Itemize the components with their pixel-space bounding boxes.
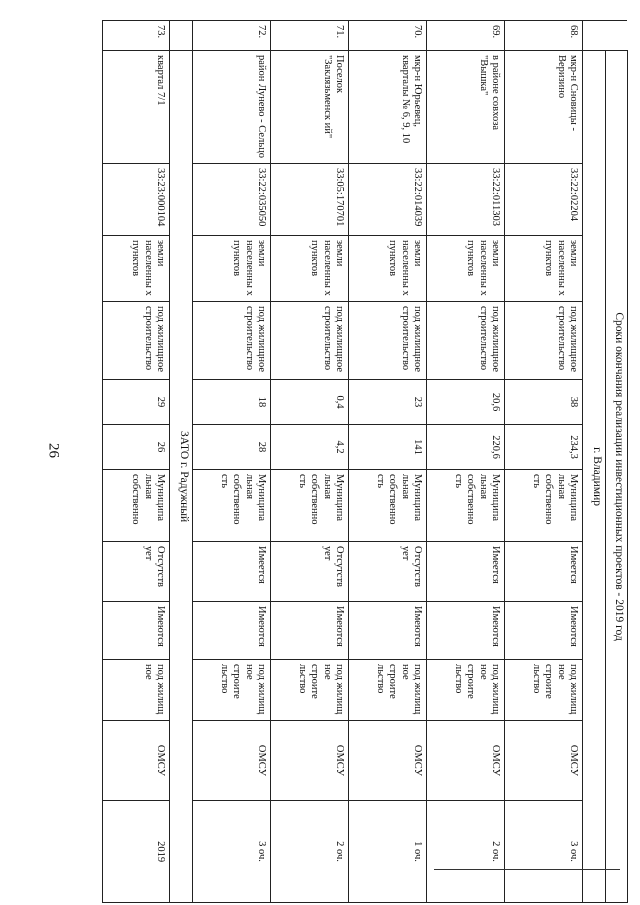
utilities-cell: Имеются — [271, 602, 349, 660]
section-header-row — [606, 21, 628, 903]
land-category-cell: земли населенны х пунктов — [103, 236, 170, 302]
cadastral-number-cell: 33:05:170701 — [271, 164, 349, 236]
land-category-cell: земли населенны х пунктов — [193, 236, 271, 302]
responsible-party-cell: ОМСУ — [349, 721, 427, 801]
row-number-cell: 72. — [193, 21, 271, 51]
location-cell: мкр-н Юрьевец, кварталы № 6, 9, 10 — [349, 51, 427, 164]
infrastructure-cell: Имеется — [427, 542, 505, 602]
group-gutter — [170, 21, 193, 51]
infrastructure-cell: Отсутств ует — [103, 542, 170, 602]
ownership-cell: Муниципа льная собственно сть — [193, 470, 271, 542]
responsible-party-cell: ОМСУ — [193, 721, 271, 801]
row-number-cell: 73. — [103, 21, 170, 51]
responsible-party-cell: ОМСУ — [427, 721, 505, 801]
land-category-cell: земли населенны х пунктов — [349, 236, 427, 302]
area-cell: 0,4 — [271, 380, 349, 425]
table-row — [349, 21, 427, 903]
location-cell: в районе совхоза "Вышка" — [427, 51, 505, 164]
row-number-cell: 68. — [505, 21, 583, 51]
utilities-cell: Имеются — [349, 602, 427, 660]
location-cell: мкр-н Сновицы - Веризино — [505, 51, 583, 164]
group-header-row — [170, 21, 193, 903]
cadastral-number-cell: 33:22:035050 — [193, 164, 271, 236]
ownership-cell: Муниципа льная собственно сть — [427, 470, 505, 542]
group-header-row — [583, 21, 606, 903]
purpose-cell: под жилищ ное — [103, 660, 170, 721]
responsible-party-cell: ОМСУ — [271, 721, 349, 801]
row-number-cell: 71. — [271, 21, 349, 51]
page-number: 26 — [45, 443, 62, 458]
utilities-cell: Имеются — [103, 602, 170, 660]
purpose-cell: под жилищ ное строите льство — [349, 660, 427, 721]
location-cell: квартал 7/1 — [103, 51, 170, 164]
permitted-use-cell: под жилищное строительство — [103, 302, 170, 380]
group-gutter — [583, 21, 606, 51]
row-number-cell: 70. — [349, 21, 427, 51]
row-number-cell: 69. — [427, 21, 505, 51]
utilities-cell: Имеются — [505, 602, 583, 660]
group-header: ЗАТО г. Радужный — [170, 51, 193, 903]
purpose-cell: под жилищ ное строите льство — [271, 660, 349, 721]
value-cell: 4,2 — [271, 425, 349, 470]
purpose-cell: под жилищ ное строите льство — [193, 660, 271, 721]
area-cell: 20,6 — [427, 380, 505, 425]
area-cell: 38 — [505, 380, 583, 425]
utilities-cell: Имеются — [193, 602, 271, 660]
rotated-sheet — [96, 20, 628, 902]
utilities-cell: Имеются — [427, 602, 505, 660]
investment-projects-table — [103, 20, 629, 903]
responsible-party-cell: ОМСУ — [505, 721, 583, 801]
purpose-cell: под жилищ ное строите льство — [505, 660, 583, 721]
value-cell: 220,6 — [427, 425, 505, 470]
cadastral-number-cell: 33:22:011303 — [427, 164, 505, 236]
area-cell: 18 — [193, 380, 271, 425]
value-cell: 28 — [193, 425, 271, 470]
infrastructure-cell: Отсутств ует — [349, 542, 427, 602]
cadastral-number-cell: 33:22:014039 — [349, 164, 427, 236]
header-gutter — [606, 21, 628, 51]
land-category-cell: земли населенны х пунктов — [505, 236, 583, 302]
term-cell: 3 оч. — [193, 801, 271, 903]
ownership-cell: Муниципа льная собственно сть — [271, 470, 349, 542]
cadastral-number-cell: 33:23:000104 — [103, 164, 170, 236]
ownership-cell: Муниципа льная собственно сть — [349, 470, 427, 542]
land-category-cell: земли населенны х пунктов — [427, 236, 505, 302]
permitted-use-cell: под жилищное строительство — [427, 302, 505, 380]
purpose-cell: под жилищ ное строите льство — [427, 660, 505, 721]
responsible-party-cell: ОМСУ — [103, 721, 170, 801]
location-cell: Поселок "Заклязьменск ий" — [271, 51, 349, 164]
term-cell: 2019 — [103, 801, 170, 903]
table-row — [505, 21, 583, 903]
table-row — [271, 21, 349, 903]
term-cell: 2 оч. — [427, 801, 505, 903]
term-cell: 3 оч. — [505, 801, 583, 903]
location-cell: район Лунево - Сельцо — [193, 51, 271, 164]
permitted-use-cell: под жилищное строительство — [505, 302, 583, 380]
section-header: Сроки окончания реализации инвестиционных проектов - 2019 год — [606, 51, 628, 903]
permitted-use-cell: под жилищное строительство — [349, 302, 427, 380]
ownership-cell: Муниципа льная собственно сть — [505, 470, 583, 542]
infrastructure-cell: Имеется — [193, 542, 271, 602]
value-cell: 26 — [103, 425, 170, 470]
value-cell: 141 — [349, 425, 427, 470]
area-cell: 29 — [103, 380, 170, 425]
value-cell: 234,3 — [505, 425, 583, 470]
term-cell: 2 оч. — [271, 801, 349, 903]
table-row — [193, 21, 271, 903]
term-cell: 1 оч. — [349, 801, 427, 903]
fold-line — [434, 869, 620, 870]
land-category-cell: земли населенны х пунктов — [271, 236, 349, 302]
table-row — [427, 21, 505, 903]
ownership-cell: Муниципа льная собственно — [103, 470, 170, 542]
infrastructure-cell: Имеется — [505, 542, 583, 602]
permitted-use-cell: под жилищное строительство — [271, 302, 349, 380]
group-header: г. Владимир — [583, 51, 606, 903]
infrastructure-cell: Отсутств ует — [271, 542, 349, 602]
cadastral-number-cell: 33:22:02204 — [505, 164, 583, 236]
area-cell: 23 — [349, 380, 427, 425]
permitted-use-cell: под жилищное строительство — [193, 302, 271, 380]
table-row — [103, 21, 170, 903]
